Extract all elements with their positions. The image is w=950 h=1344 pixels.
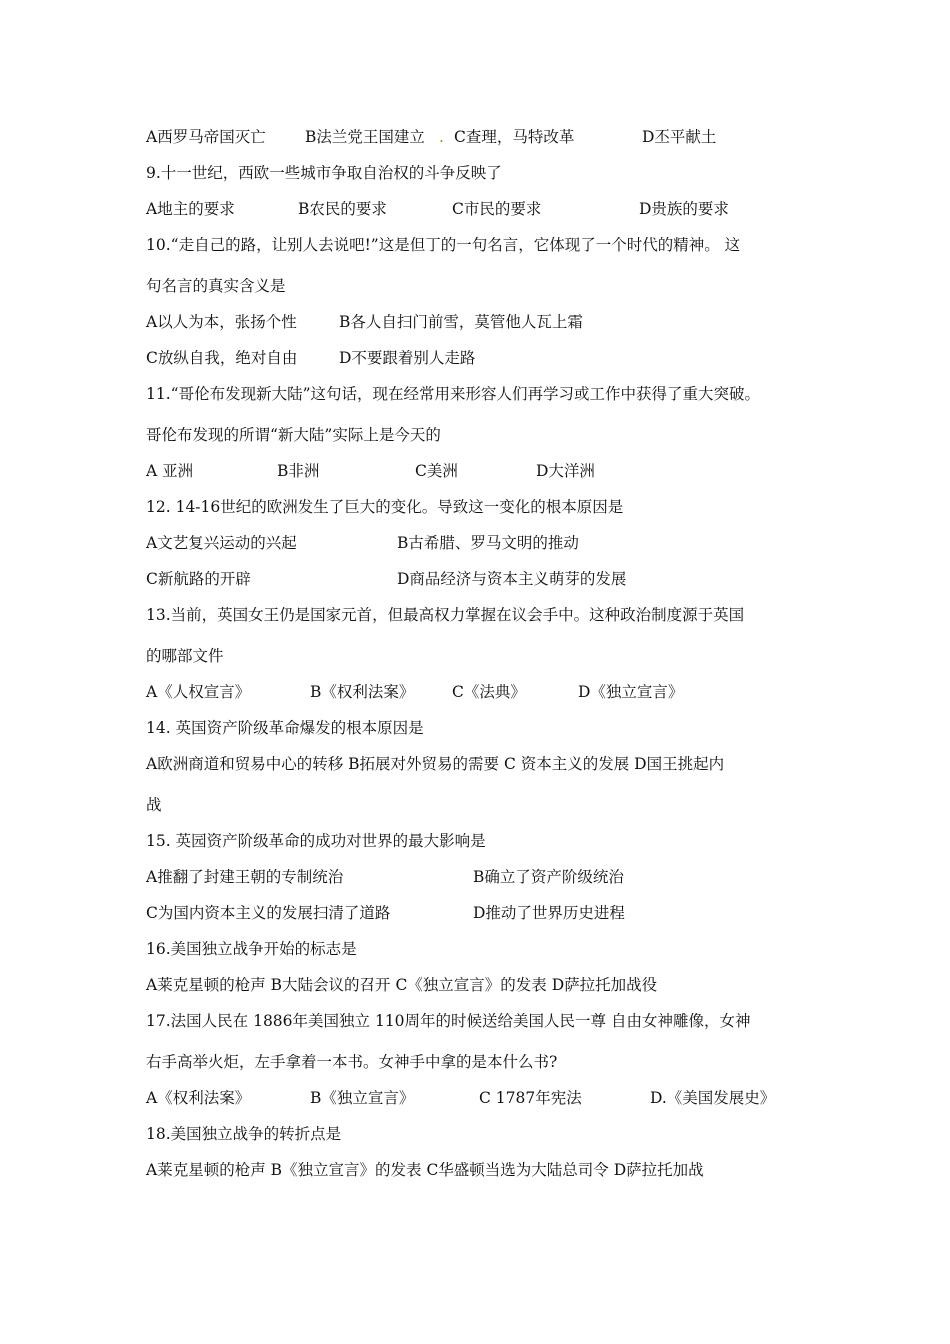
- question-14-options-continued: 战: [146, 796, 162, 814]
- option-a: A推翻了封建王朝的专制统治: [146, 868, 344, 886]
- option-c: C 1787年宪法: [479, 1089, 582, 1107]
- question-18-options: A莱克星顿的枪声 B《独立宣言》的发表 C华盛顿当选为大陆总司令 D萨拉托加战: [146, 1161, 704, 1179]
- option-c: C新航路的开辟: [146, 570, 251, 588]
- question-18: 18.美国独立战争的转折点是: [146, 1125, 342, 1143]
- option-b: B《独立宣言》: [310, 1089, 415, 1107]
- question-16-options: A莱克星顿的枪声 B大陆会议的召开 C《独立宣言》的发表 D萨拉托加战役: [146, 976, 658, 994]
- question-11: 11.“哥伦布发现新大陆”这句话，现在经常用来形容人们再学习或工作中获得了重大突破。: [146, 385, 761, 403]
- option-a: A《人权宣言》: [146, 683, 251, 701]
- question-12: 12. 14-16世纪的欧洲发生了巨大的变化。导致这一变化的根本原因是: [146, 498, 624, 516]
- option-b: B各人自扫门前雪，莫管他人瓦上霜: [339, 313, 583, 331]
- option-b: B《权利法案》: [310, 683, 415, 701]
- question-10: 10.“走自己的路，让别人去说吧!”这是但丁的一句名言，它体现了一个时代的精神。 这: [146, 236, 741, 254]
- option-b: B非洲: [277, 462, 320, 480]
- option-d: D商品经济与资本主义萌芽的发展: [397, 570, 627, 588]
- option-a: A文艺复兴运动的兴起: [146, 534, 297, 552]
- option-c: C查理，马特改革: [454, 128, 575, 146]
- option-c: C《法典》: [452, 683, 526, 701]
- question-11-continued: 哥伦布发现的所谓“新大陆”实际上是今天的: [146, 426, 441, 444]
- option-d: D推动了世界历史进程: [473, 904, 625, 922]
- question-16: 16.美国独立战争开始的标志是: [146, 940, 357, 958]
- option-c: C为国内资本主义的发展扫清了道路: [146, 904, 391, 922]
- option-d: D.《美国发展史》: [650, 1089, 776, 1107]
- question-15: 15. 英园资产阶级革命的成功对世界的最大影响是: [146, 832, 486, 850]
- option-c: C美洲: [415, 462, 458, 480]
- option-a: A 亚洲: [146, 462, 194, 480]
- option-d: D《独立宣言》: [578, 683, 684, 701]
- option-b: B农民的要求: [298, 200, 387, 218]
- question-13-continued: 的哪部文件: [146, 647, 224, 665]
- option-d: D大洋洲: [536, 462, 595, 480]
- option-a: A地主的要求: [146, 200, 235, 218]
- option-a: A以人为本，张扬个性: [146, 313, 297, 331]
- option-c: C放纵自我，绝对自由: [146, 349, 298, 367]
- option-a: A西罗马帝国灭亡: [146, 128, 266, 146]
- question-17-continued: 右手高举火炬，左手拿着一本书。女神手中拿的是本什么书?: [146, 1053, 558, 1071]
- question-17: 17.法国人民在 1886年美国独立 110周年的时候送给美国人民一尊 自由女神雕像，女神: [146, 1012, 751, 1030]
- option-d: D不要跟着别人走路: [339, 349, 476, 367]
- question-9: 9.十一世纪，西欧一些城市争取自治权的斗争反映了: [146, 164, 502, 182]
- stray-mark: .: [439, 128, 444, 146]
- question-10-continued: 句名言的真实含义是: [146, 277, 286, 295]
- question-14-options: A欧洲商道和贸易中心的转移 B拓展对外贸易的需要 C 资本主义的发展 D国王挑起内: [146, 755, 725, 773]
- option-b: B法兰党王国建立: [305, 128, 425, 146]
- option-d: D贵族的要求: [639, 200, 729, 218]
- option-b: B确立了资产阶级统治: [473, 868, 624, 886]
- question-14: 14. 英国资产阶级革命爆发的根本原因是: [146, 719, 424, 737]
- option-b: B古希腊、罗马文明的推动: [397, 534, 579, 552]
- question-13: 13.当前，英国女王仍是国家元首，但最高权力掌握在议会手中。这种政治制度源于英国: [146, 606, 745, 624]
- option-a: A《权利法案》: [146, 1089, 251, 1107]
- option-d: D丕平献土: [642, 128, 717, 146]
- option-c: C市民的要求: [452, 200, 542, 218]
